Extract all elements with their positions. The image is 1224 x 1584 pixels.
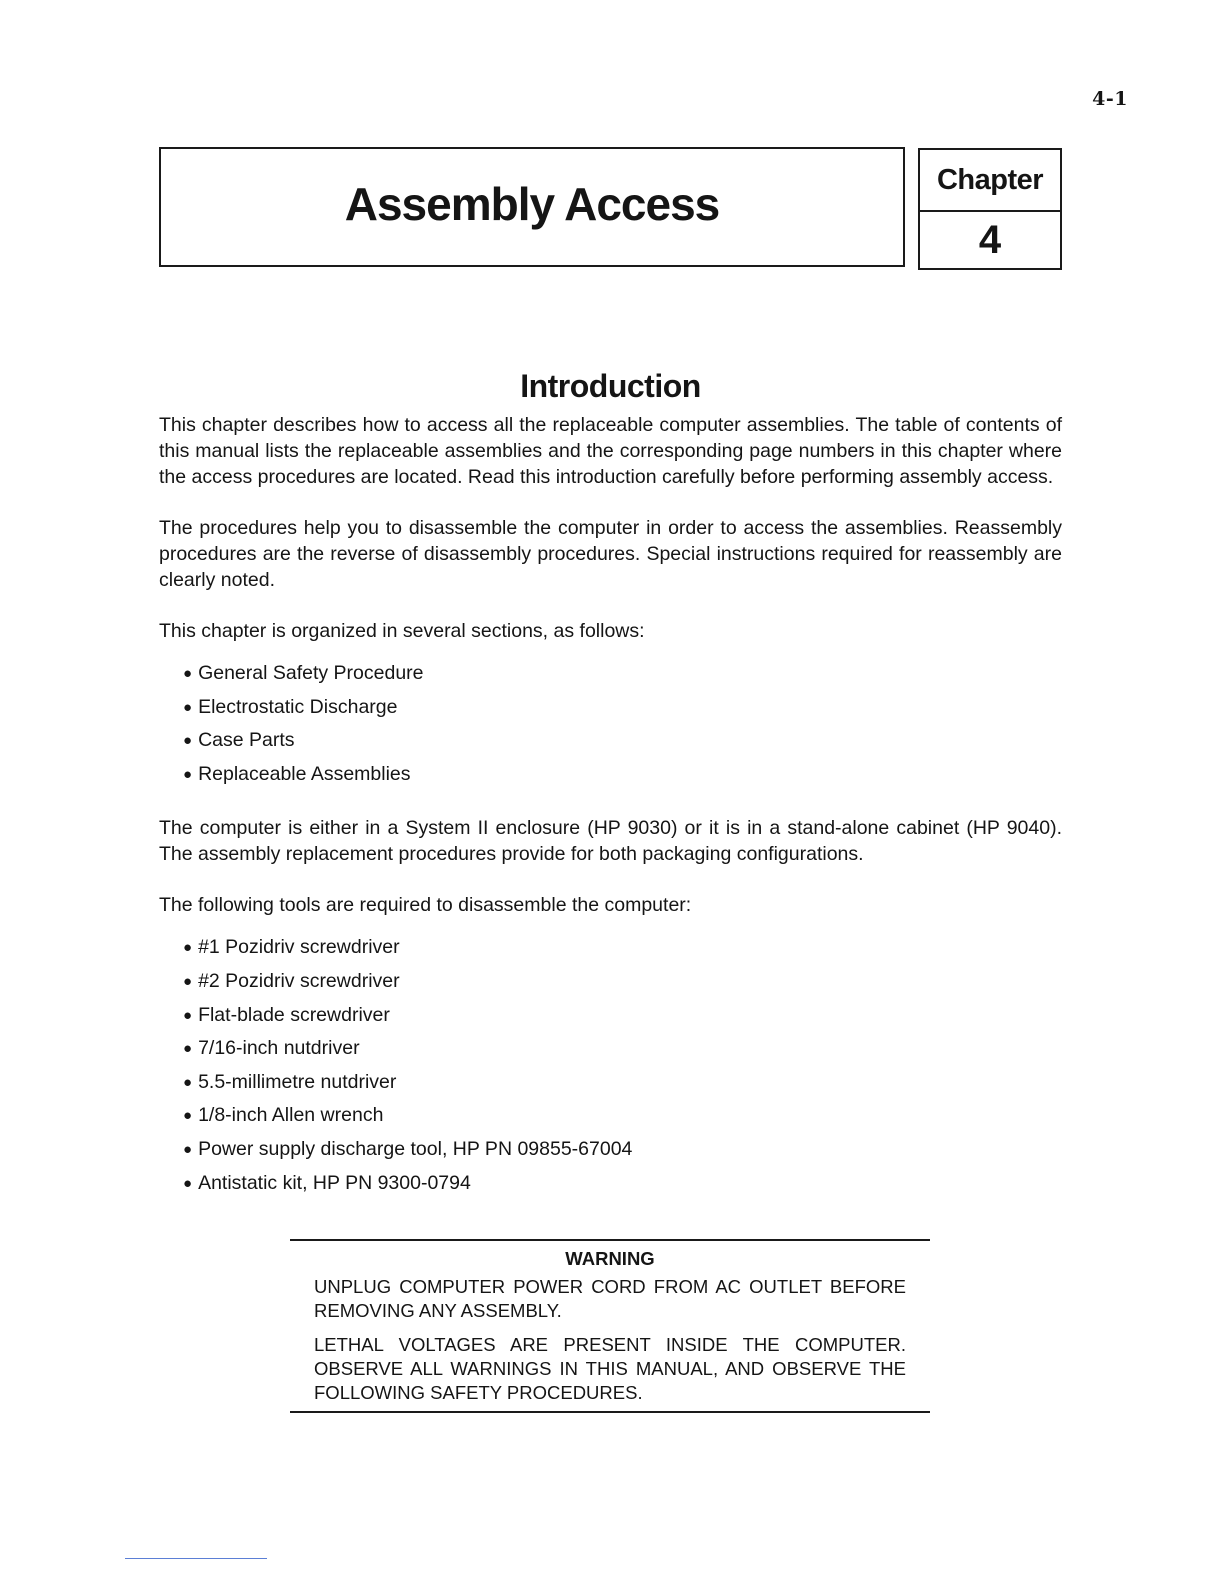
list-item xyxy=(183,931,1062,965)
list-item xyxy=(183,1133,1062,1167)
warning-box xyxy=(290,1239,930,1413)
sections-list xyxy=(159,657,1062,791)
intro-paragraph-2: The procedures help you to disassemble the computer in order to access the assemblies. Reassembly procedures are the reverse of disassembly procedures. Special instructions required for reassembly are clearly noted. xyxy=(159,517,1062,591)
list-item xyxy=(183,1167,1062,1201)
tool-item-label: #2 Pozidriv screwdriver xyxy=(198,969,400,992)
bullet-icon: ● xyxy=(183,732,193,750)
chapter-number: 4 xyxy=(978,217,1002,262)
intro-paragraph-4: The computer is either in a System II enclosure (HP 9030) or it is in a stand-alone cabinet (HP 9040). The assembly replacement procedures provide for both packaging configurations. xyxy=(159,817,1062,866)
chapter-title: Assembly Access xyxy=(344,178,720,230)
tools-list xyxy=(159,931,1062,1200)
bullet-icon: ● xyxy=(183,1040,193,1058)
list-item xyxy=(183,1066,1062,1100)
bullet-icon: ● xyxy=(183,665,193,682)
introduction-section xyxy=(159,364,1062,1224)
bullet-icon: ● xyxy=(183,1174,193,1192)
bullet-icon: ● xyxy=(183,765,193,783)
list-item xyxy=(183,965,1062,999)
list-item xyxy=(183,758,1062,792)
page-number: 4-1 xyxy=(1092,88,1128,110)
bullet-icon: ● xyxy=(183,698,193,716)
bullet-icon: ● xyxy=(183,1073,193,1091)
tool-item-label: Antistatic kit, HP PN 9300-0794 xyxy=(198,1171,471,1194)
chapter-label: Chapter xyxy=(920,150,1060,212)
list-item xyxy=(183,724,1062,758)
footer-divider xyxy=(125,1558,267,1559)
tool-item-label: #1 Pozidriv screwdriver xyxy=(198,936,400,959)
list-item xyxy=(183,1032,1062,1066)
warning-text-2: LETHAL VOLTAGES ARE PRESENT INSIDE THE COMPUTER. OBSERVE ALL WARNINGS IN THIS MANUAL, AND OBSERVE THE FOLLOWING SAFETY PROCEDURES. xyxy=(314,1334,906,1403)
tool-item-label: Power supply discharge tool, HP PN 09855-67004 xyxy=(198,1137,633,1160)
bullet-icon: ● xyxy=(183,939,193,957)
bullet-icon: ● xyxy=(183,1140,193,1158)
chapter-title-box xyxy=(159,147,905,267)
intro-paragraph-1: This chapter describes how to access all the replaceable computer assemblies. The table of contents of this manual lists the replaceable assemblies and the corresponding page numbers in this chapter where the access procedures are located. Read this introduction carefully before performing assembly access. xyxy=(159,414,1062,488)
introduction-heading: Introduction xyxy=(520,368,701,404)
section-item-label: Electrostatic Discharge xyxy=(198,695,398,718)
tool-item-label: 1/8-inch Allen wrench xyxy=(198,1104,384,1127)
section-item-label: Replaceable Assemblies xyxy=(198,762,411,785)
tool-item-label: 5.5-millimetre nutdriver xyxy=(198,1070,397,1093)
section-item-label: General Safety Procedure xyxy=(198,662,424,684)
warning-text-1: UNPLUG COMPUTER POWER CORD FROM AC OUTLET BEFORE REMOVING ANY ASSEMBLY. xyxy=(314,1276,906,1321)
list-item xyxy=(183,1099,1062,1133)
warning-title: WARNING xyxy=(565,1248,655,1269)
bullet-icon: ● xyxy=(183,1006,193,1024)
section-item-label: Case Parts xyxy=(198,729,295,752)
chapter-number-box xyxy=(918,148,1062,270)
bullet-icon: ● xyxy=(183,972,193,990)
intro-paragraph-3: This chapter is organized in several sections, as follows: xyxy=(159,620,645,642)
intro-paragraph-5: The following tools are required to disassemble the computer: xyxy=(159,894,692,917)
list-item xyxy=(183,691,1062,725)
list-item xyxy=(183,999,1062,1033)
tool-item-label: 7/16-inch nutdriver xyxy=(198,1037,360,1060)
bullet-icon: ● xyxy=(183,1107,193,1125)
list-item xyxy=(183,657,1062,691)
tool-item-label: Flat-blade screwdriver xyxy=(198,1003,390,1026)
